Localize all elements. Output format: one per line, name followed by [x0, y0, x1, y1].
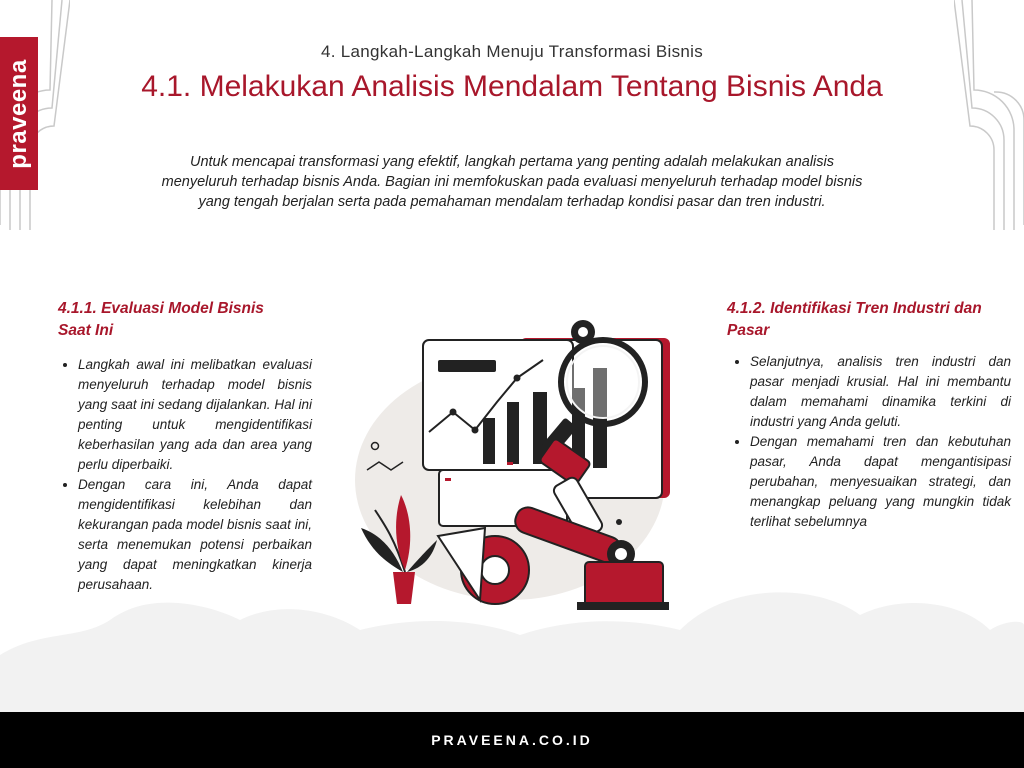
section-heading-evaluasi: 4.1.1. Evaluasi Model Bisnis Saat Ini [58, 300, 264, 339]
evaluasi-bullet-list [58, 355, 312, 595]
chapter-subtitle: 4. Langkah-Langkah Menuju Transformasi Bisnis [320, 42, 704, 61]
website-link[interactable]: PRAVEENA.CO.ID [431, 732, 593, 748]
list-item: • Selanjutnya, analisis tren industri dan pasar menjadi krusial. Hal ini membantu dalam memahami dinamika terkini di industri yang Anda geluti. [750, 352, 1011, 432]
list-item: • Dengan memahami tren dan kebutuhan pasar, Anda dapat mengantisipasi perubahan, menyesuaikan strategi, dan menangkap peluang yang mungkin tidak terlihat sebelumnya [750, 432, 1011, 532]
data-analysis-robot-illustration [345, 300, 685, 620]
intro-paragraph: Untuk mencapai transformasi yang efektif, langkah pertama yang penting adalah melakukan analisis menyeluruh terhadap bisnis Anda. Bagian ini memfokuskan pada evaluasi menyeluruh terhadap model bisnis yang tengah berjalan serta pada pemahaman mendalam terhadap kondisi pasar dan tren industri. [161, 154, 863, 210]
page-title: 4.1. Melakukan Analisis Mendalam Tentang Bisnis Anda [141, 70, 883, 103]
section-heading-tren: 4.1.2. Identifikasi Tren Industri dan Pasar [727, 300, 982, 339]
list-item: • Dengan cara ini, Anda dapat mengidentifikasi kelebihan dan kekurangan pada model bisnis saat ini, serta menemukan potensi perbaikan yang dapat meningkatkan kinerja perusahaan. [78, 475, 312, 595]
footer-bar [0, 712, 1024, 768]
decorative-arches-right [954, 0, 1024, 230]
tren-bullet-list [730, 352, 1011, 532]
list-item: • Langkah awal ini melibatkan evaluasi menyeluruh terhadap model bisnis yang saat ini sedang dijalankan. Hal ini penting untuk mengidentifikasi keberhasilan yang ada dan area yang perlu diperbaiki. [78, 355, 312, 475]
brand-logo-text: praveena [5, 58, 32, 169]
